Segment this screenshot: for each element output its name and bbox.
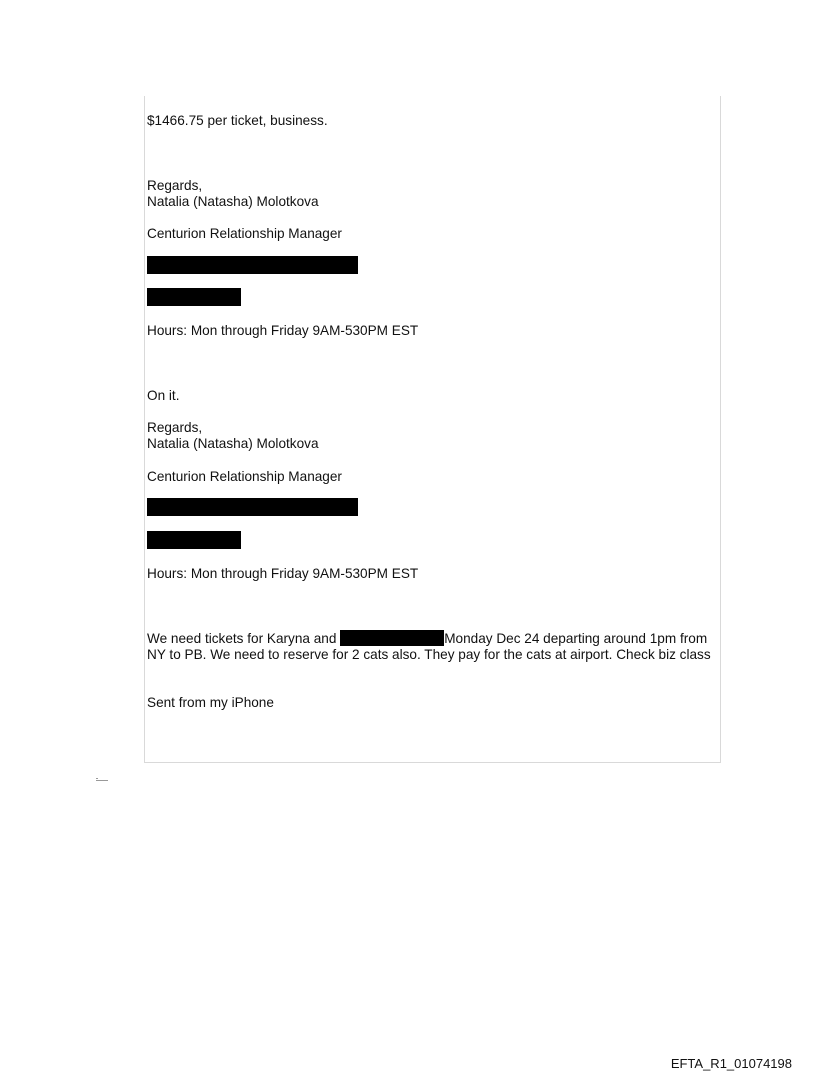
price-line: $1466.75 per ticket, business. [147,113,328,128]
request-message [147,630,712,663]
office-hours: Hours: Mon through Friday 9AM-530PM EST [147,323,419,338]
redaction-block [147,288,241,306]
closing-regards: Regards, [147,420,203,435]
redaction-block [147,256,358,274]
request-text-end: Monday Dec 24 departing around 1pm from NY to PB. We need to reserve for 2 cats also. They pay for the cats at airport. Check biz class [147,631,711,662]
redaction-block [147,498,358,516]
scan-mark [96,778,108,781]
sender-name: Natalia (Natasha) Molotkova [147,436,319,451]
reply-body: On it. [147,388,180,403]
document-id: EFTA_R1_01074198 [670,1056,792,1071]
request-text-start: We need tickets for Karyna and [147,631,341,646]
sender-name: Natalia (Natasha) Molotkova [147,194,319,209]
closing-regards: Regards, [147,178,203,193]
redaction-block [147,531,241,549]
redaction-block [340,630,444,646]
office-hours: Hours: Mon through Friday 9AM-530PM EST [147,566,419,581]
mobile-signature: Sent from my iPhone [147,695,274,710]
sender-title: Centurion Relationship Manager [147,226,342,241]
sender-title: Centurion Relationship Manager [147,469,342,484]
